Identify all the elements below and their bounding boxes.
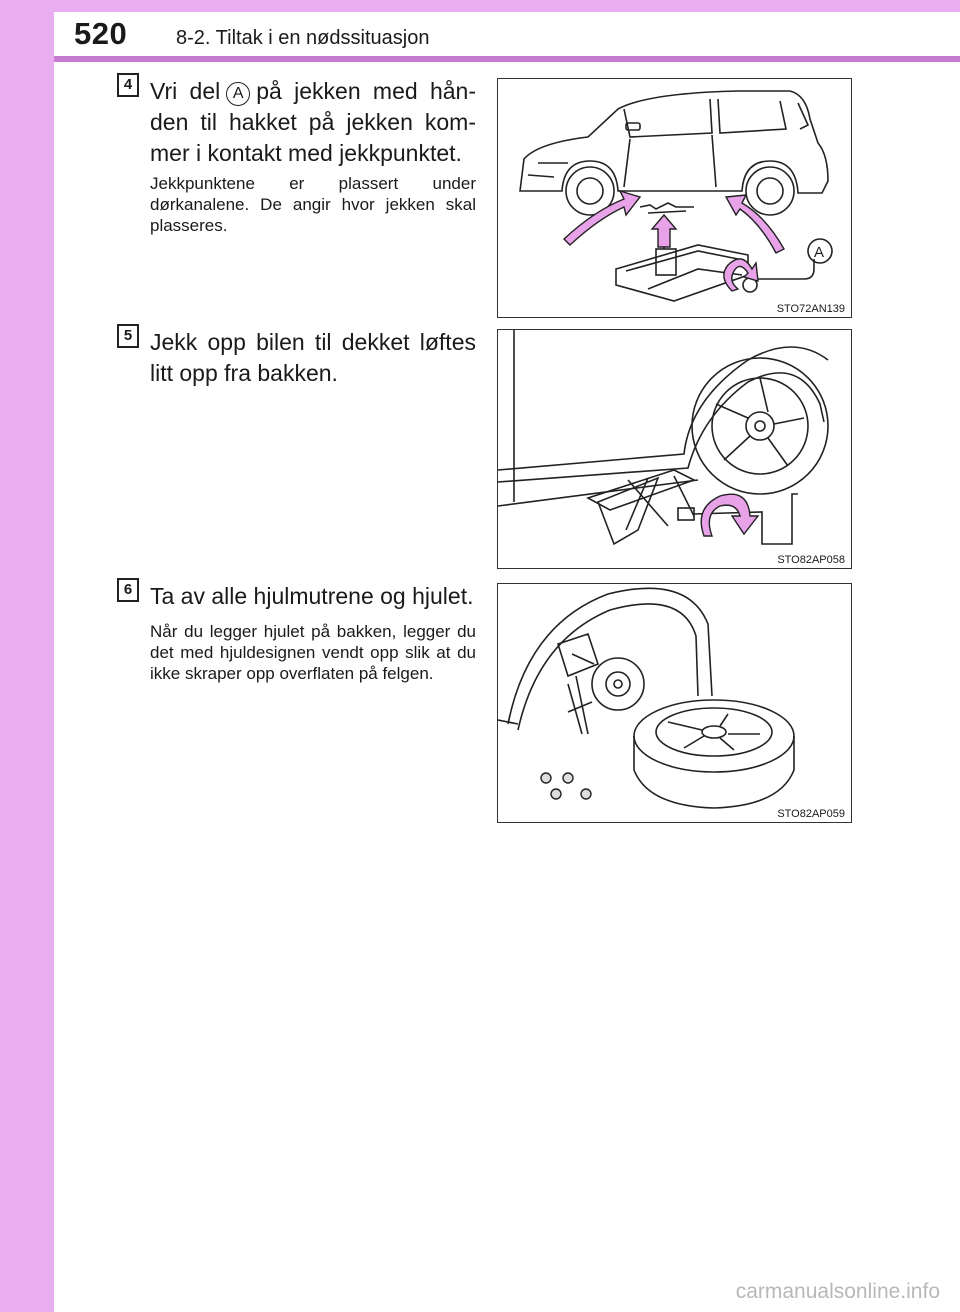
- removed-wheel-illustration: [498, 584, 851, 822]
- step-6-badge: 6: [117, 578, 139, 602]
- step-4-text-before: Vri del: [150, 78, 221, 104]
- chapter-side-tab: [0, 0, 54, 1312]
- figure-callout-a: A: [814, 244, 825, 261]
- figure-code: STO82AP059: [777, 808, 845, 820]
- step-5-instruction: Jekk opp bilen til dekket løftes litt opp fra bakken.: [150, 329, 476, 386]
- figure-code: STO82AP058: [777, 554, 845, 566]
- header-strip: [54, 0, 960, 12]
- figure-jack-up: [497, 329, 852, 569]
- step-6-note: Når du legger hjulet på bakken, legger du det med hjuldesignen vendt opp slik at du ikke skraper opp overflaten på felgen.: [150, 622, 476, 683]
- step-4-instruction: [150, 76, 476, 169]
- step-4-text-after: på jekken med hån-den til hakket på jekken kom-mer i kontakt med jekkpunktet.: [150, 78, 476, 166]
- header-rule: [54, 56, 960, 62]
- step-4-badge: 4: [117, 73, 139, 97]
- step-5-badge: 5: [117, 324, 139, 348]
- step-4-note: Jekkpunktene er plassert under dørkanalene. De angir hvor jekken skal plasseres.: [150, 174, 476, 235]
- lifted-car-illustration: [498, 330, 851, 568]
- page-number: 520: [74, 16, 128, 51]
- figure-wheel-removed: [497, 583, 852, 823]
- section-title: 8-2. Tiltak i en nødssituasjon: [176, 27, 430, 49]
- step-6-instruction: Ta av alle hjulmutrene og hjulet.: [150, 583, 474, 609]
- figure-jack-placement: [497, 78, 852, 318]
- lug-nuts: [541, 773, 591, 799]
- marker-a-icon: A: [226, 82, 250, 106]
- figure-code: STO72AN139: [776, 303, 845, 315]
- car-and-jack-illustration: [498, 79, 851, 317]
- watermark: carmanualsonline.info: [735, 1280, 940, 1303]
